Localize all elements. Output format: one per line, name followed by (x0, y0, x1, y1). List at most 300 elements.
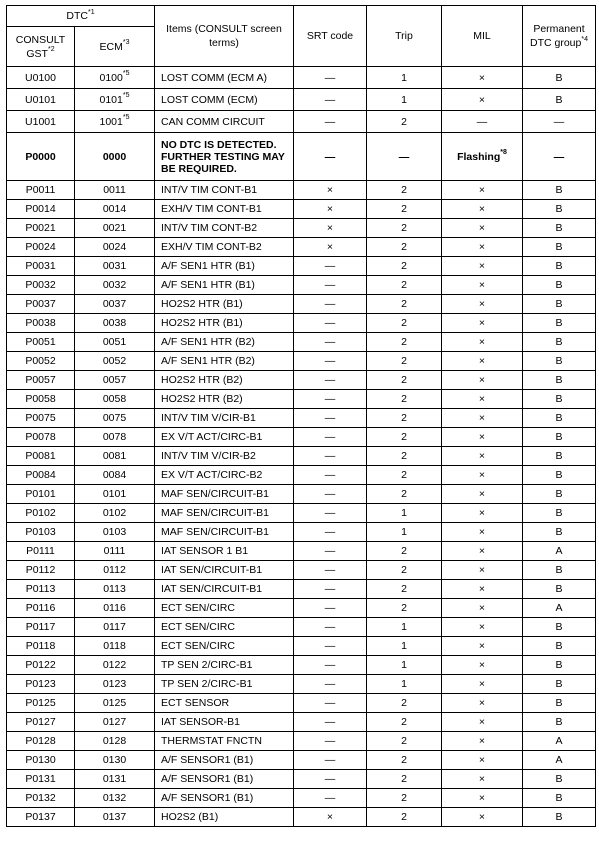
cell-mil: × (442, 694, 523, 713)
cell-trip: 2 (367, 371, 442, 390)
cell-srt: — (294, 580, 367, 599)
cell-srt: — (294, 789, 367, 808)
cell-ecm: 0024 (75, 238, 155, 257)
cell-ecm: 0116 (75, 599, 155, 618)
table-row (7, 89, 596, 111)
cell-permanent: — (523, 111, 596, 133)
cell-consult-gst: P0118 (7, 637, 75, 656)
cell-mil: × (442, 409, 523, 428)
cell-srt: — (294, 371, 367, 390)
cell-srt: — (294, 675, 367, 694)
cell-item: ECT SEN/CIRC (155, 637, 294, 656)
cell-ecm: 0052 (75, 352, 155, 371)
cell-srt: × (294, 181, 367, 200)
cell-mil: × (442, 428, 523, 447)
cell-ecm: 0000 (75, 133, 155, 181)
cell-consult-gst: P0103 (7, 523, 75, 542)
cell-mil: × (442, 789, 523, 808)
cell-trip: 2 (367, 390, 442, 409)
cell-item: CAN COMM CIRCUIT (155, 111, 294, 133)
cell-ecm: 0037 (75, 295, 155, 314)
cell-mil: × (442, 181, 523, 200)
cell-trip: 2 (367, 751, 442, 770)
cell-item: HO2S2 HTR (B2) (155, 371, 294, 390)
table-row (7, 67, 596, 89)
cell-item: A/F SENSOR1 (B1) (155, 789, 294, 808)
cell-srt: — (294, 295, 367, 314)
cell-srt: — (294, 133, 367, 181)
table-row (7, 111, 596, 133)
table-row (7, 656, 596, 675)
cell-srt: — (294, 751, 367, 770)
cell-mil: × (442, 333, 523, 352)
cell-mil: × (442, 200, 523, 219)
cell-item: EXH/V TIM CONT-B2 (155, 238, 294, 257)
cell-ecm: 0101$^{*5}$ (75, 89, 155, 111)
cell-item: IAT SEN/CIRCUIT-B1 (155, 580, 294, 599)
cell-ecm: 0112 (75, 561, 155, 580)
cell-mil: × (442, 295, 523, 314)
cell-permanent: B (523, 409, 596, 428)
cell-item: INT/V TIM CONT-B1 (155, 181, 294, 200)
cell-trip: 2 (367, 352, 442, 371)
table-row (7, 732, 596, 751)
cell-ecm: 0057 (75, 371, 155, 390)
cell-item: HO2S2 HTR (B1) (155, 295, 294, 314)
cell-permanent: B (523, 656, 596, 675)
table-row (7, 466, 596, 485)
cell-consult-gst: P0128 (7, 732, 75, 751)
cell-ecm: 0032 (75, 276, 155, 295)
cell-permanent: B (523, 637, 596, 656)
cell-item: INT/V TIM V/CIR-B1 (155, 409, 294, 428)
cell-srt: — (294, 333, 367, 352)
table-row (7, 390, 596, 409)
cell-mil: × (442, 561, 523, 580)
cell-mil: × (442, 352, 523, 371)
cell-ecm: 0038 (75, 314, 155, 333)
cell-permanent: B (523, 67, 596, 89)
dtc-table (6, 5, 596, 827)
cell-consult-gst: P0137 (7, 808, 75, 827)
cell-ecm: 0021 (75, 219, 155, 238)
cell-mil: × (442, 257, 523, 276)
cell-consult-gst: P0075 (7, 409, 75, 428)
cell-consult-gst: P0081 (7, 447, 75, 466)
cell-srt: — (294, 599, 367, 618)
cell-item: TP SEN 2/CIRC-B1 (155, 675, 294, 694)
cell-mil: × (442, 618, 523, 637)
cell-trip: 2 (367, 542, 442, 561)
cell-permanent: B (523, 485, 596, 504)
cell-permanent: B (523, 276, 596, 295)
cell-permanent: B (523, 447, 596, 466)
cell-ecm: 0125 (75, 694, 155, 713)
header-consult-gst: CONSULT GST$^{*2}$ (7, 27, 75, 67)
cell-consult-gst: P0112 (7, 561, 75, 580)
cell-trip: 2 (367, 200, 442, 219)
cell-consult-gst: P0125 (7, 694, 75, 713)
cell-srt: — (294, 276, 367, 295)
cell-trip: 1 (367, 504, 442, 523)
cell-trip: 1 (367, 89, 442, 111)
table-row (7, 751, 596, 770)
cell-ecm: 0031 (75, 257, 155, 276)
cell-mil: × (442, 447, 523, 466)
cell-trip: 2 (367, 485, 442, 504)
cell-srt: — (294, 542, 367, 561)
cell-consult-gst: P0051 (7, 333, 75, 352)
cell-srt: — (294, 390, 367, 409)
cell-srt: — (294, 485, 367, 504)
cell-consult-gst: P0057 (7, 371, 75, 390)
cell-mil: × (442, 485, 523, 504)
cell-permanent: B (523, 789, 596, 808)
cell-trip: 2 (367, 295, 442, 314)
cell-ecm: 0075 (75, 409, 155, 428)
cell-permanent: — (523, 133, 596, 181)
cell-item: MAF SEN/CIRCUIT-B1 (155, 485, 294, 504)
cell-consult-gst: P0084 (7, 466, 75, 485)
cell-mil: × (442, 314, 523, 333)
table-row (7, 808, 596, 827)
cell-mil: × (442, 732, 523, 751)
cell-item: IAT SENSOR 1 B1 (155, 542, 294, 561)
cell-consult-gst: P0117 (7, 618, 75, 637)
cell-srt: — (294, 466, 367, 485)
table-row (7, 713, 596, 732)
cell-consult-gst: P0131 (7, 770, 75, 789)
table-row (7, 219, 596, 238)
cell-srt: — (294, 428, 367, 447)
cell-item: A/F SEN1 HTR (B1) (155, 276, 294, 295)
table-row (7, 181, 596, 200)
cell-trip: 2 (367, 238, 442, 257)
cell-item: HO2S2 HTR (B2) (155, 390, 294, 409)
cell-permanent: B (523, 675, 596, 694)
cell-mil: × (442, 504, 523, 523)
table-row (7, 352, 596, 371)
header-dtc: DTC$^{*1}$ (7, 6, 155, 27)
cell-trip: 1 (367, 523, 442, 542)
cell-item: LOST COMM (ECM A) (155, 67, 294, 89)
cell-consult-gst: P0011 (7, 181, 75, 200)
cell-permanent: A (523, 732, 596, 751)
cell-trip: 2 (367, 561, 442, 580)
cell-consult-gst: P0032 (7, 276, 75, 295)
cell-permanent: B (523, 523, 596, 542)
cell-srt: — (294, 713, 367, 732)
table-row (7, 333, 596, 352)
cell-ecm: 0081 (75, 447, 155, 466)
cell-permanent: B (523, 200, 596, 219)
cell-mil: × (442, 219, 523, 238)
cell-permanent: B (523, 561, 596, 580)
cell-ecm: 0132 (75, 789, 155, 808)
table-body (7, 67, 596, 827)
cell-trip: 2 (367, 181, 442, 200)
cell-item: THERMSTAT FNCTN (155, 732, 294, 751)
table-row (7, 542, 596, 561)
cell-consult-gst: P0037 (7, 295, 75, 314)
table-row (7, 314, 596, 333)
cell-permanent: B (523, 504, 596, 523)
cell-item: A/F SEN1 HTR (B2) (155, 333, 294, 352)
cell-trip: 1 (367, 67, 442, 89)
cell-mil: × (442, 580, 523, 599)
cell-consult-gst: P0111 (7, 542, 75, 561)
cell-permanent: B (523, 219, 596, 238)
cell-permanent: B (523, 371, 596, 390)
cell-srt: × (294, 219, 367, 238)
cell-ecm: 0078 (75, 428, 155, 447)
cell-consult-gst: U1001 (7, 111, 75, 133)
cell-mil: × (442, 656, 523, 675)
table-row (7, 200, 596, 219)
cell-mil: × (442, 637, 523, 656)
cell-permanent: B (523, 713, 596, 732)
cell-srt: × (294, 200, 367, 219)
table-row (7, 618, 596, 637)
table-row (7, 561, 596, 580)
cell-permanent: B (523, 694, 596, 713)
cell-item: EXH/V TIM CONT-B1 (155, 200, 294, 219)
cell-srt: × (294, 238, 367, 257)
table-row (7, 295, 596, 314)
cell-ecm: 0123 (75, 675, 155, 694)
cell-trip: 1 (367, 656, 442, 675)
header-srt: SRT code (294, 6, 367, 67)
cell-consult-gst: P0116 (7, 599, 75, 618)
cell-permanent: B (523, 390, 596, 409)
cell-trip: 2 (367, 314, 442, 333)
table-row (7, 770, 596, 789)
cell-srt: — (294, 637, 367, 656)
cell-srt: — (294, 352, 367, 371)
cell-consult-gst: P0058 (7, 390, 75, 409)
cell-ecm: 0014 (75, 200, 155, 219)
cell-consult-gst: U0100 (7, 67, 75, 89)
header-items: Items (CONSULT screen terms) (155, 6, 294, 67)
table-row (7, 637, 596, 656)
cell-ecm: 0051 (75, 333, 155, 352)
cell-consult-gst: P0132 (7, 789, 75, 808)
cell-trip: — (367, 133, 442, 181)
cell-item: INT/V TIM V/CIR-B2 (155, 447, 294, 466)
cell-consult-gst: P0038 (7, 314, 75, 333)
cell-mil: × (442, 751, 523, 770)
table-row (7, 523, 596, 542)
table-row (7, 409, 596, 428)
cell-trip: 2 (367, 713, 442, 732)
header-ecm: ECM$^{*3}$ (75, 27, 155, 67)
cell-mil: × (442, 808, 523, 827)
cell-consult-gst: P0021 (7, 219, 75, 238)
cell-permanent: B (523, 314, 596, 333)
cell-item: A/F SENSOR1 (B1) (155, 751, 294, 770)
cell-permanent: B (523, 466, 596, 485)
cell-trip: 2 (367, 808, 442, 827)
cell-item: MAF SEN/CIRCUIT-B1 (155, 504, 294, 523)
cell-consult-gst: P0014 (7, 200, 75, 219)
cell-srt: — (294, 89, 367, 111)
cell-trip: 2 (367, 257, 442, 276)
cell-srt: × (294, 808, 367, 827)
cell-permanent: B (523, 89, 596, 111)
cell-trip: 2 (367, 599, 442, 618)
cell-srt: — (294, 504, 367, 523)
table-row (7, 133, 596, 181)
cell-permanent: A (523, 542, 596, 561)
cell-mil: × (442, 390, 523, 409)
cell-item: A/F SEN1 HTR (B2) (155, 352, 294, 371)
cell-item: EX V/T ACT/CIRC-B1 (155, 428, 294, 447)
cell-consult-gst: U0101 (7, 89, 75, 111)
cell-srt: — (294, 732, 367, 751)
header-permanent: Permanent DTC group$^{*4}$ (523, 6, 596, 67)
cell-ecm: 0102 (75, 504, 155, 523)
cell-mil: × (442, 238, 523, 257)
cell-srt: — (294, 314, 367, 333)
cell-item: NO DTC IS DETECTED. FURTHER TESTING MAY BE REQUIRED. (155, 133, 294, 181)
cell-mil: × (442, 542, 523, 561)
cell-mil: × (442, 67, 523, 89)
cell-ecm: 0128 (75, 732, 155, 751)
cell-mil: × (442, 713, 523, 732)
cell-ecm: 0117 (75, 618, 155, 637)
cell-permanent: B (523, 770, 596, 789)
cell-srt: — (294, 694, 367, 713)
cell-mil: × (442, 599, 523, 618)
cell-mil: × (442, 276, 523, 295)
table-row (7, 276, 596, 295)
cell-permanent: A (523, 599, 596, 618)
cell-consult-gst: P0078 (7, 428, 75, 447)
cell-trip: 2 (367, 694, 442, 713)
cell-trip: 2 (367, 276, 442, 295)
cell-permanent: B (523, 580, 596, 599)
cell-item: IAT SEN/CIRCUIT-B1 (155, 561, 294, 580)
cell-item: INT/V TIM CONT-B2 (155, 219, 294, 238)
cell-item: EX V/T ACT/CIRC-B2 (155, 466, 294, 485)
cell-item: MAF SEN/CIRCUIT-B1 (155, 523, 294, 542)
cell-item: ECT SEN/CIRC (155, 618, 294, 637)
cell-mil: — (442, 111, 523, 133)
cell-trip: 2 (367, 732, 442, 751)
cell-consult-gst: P0130 (7, 751, 75, 770)
cell-srt: — (294, 770, 367, 789)
cell-trip: 1 (367, 675, 442, 694)
cell-ecm: 0131 (75, 770, 155, 789)
cell-ecm: 0011 (75, 181, 155, 200)
cell-mil: Flashing$^{*8}$ (442, 133, 523, 181)
table-row (7, 238, 596, 257)
cell-srt: — (294, 111, 367, 133)
table-row (7, 580, 596, 599)
cell-trip: 2 (367, 789, 442, 808)
cell-item: ECT SEN/CIRC (155, 599, 294, 618)
cell-srt: — (294, 656, 367, 675)
cell-ecm: 0100$^{*5}$ (75, 67, 155, 89)
cell-item: A/F SENSOR1 (B1) (155, 770, 294, 789)
cell-trip: 2 (367, 409, 442, 428)
cell-ecm: 0113 (75, 580, 155, 599)
cell-srt: — (294, 447, 367, 466)
cell-srt: — (294, 618, 367, 637)
cell-mil: × (442, 89, 523, 111)
cell-consult-gst: P0123 (7, 675, 75, 694)
cell-ecm: 0058 (75, 390, 155, 409)
table-row (7, 257, 596, 276)
cell-item: TP SEN 2/CIRC-B1 (155, 656, 294, 675)
cell-consult-gst: P0000 (7, 133, 75, 181)
cell-item: HO2S2 (B1) (155, 808, 294, 827)
cell-srt: — (294, 523, 367, 542)
cell-permanent: B (523, 295, 596, 314)
cell-trip: 2 (367, 111, 442, 133)
cell-trip: 1 (367, 618, 442, 637)
table-row (7, 599, 596, 618)
cell-ecm: 0101 (75, 485, 155, 504)
cell-item: IAT SENSOR-B1 (155, 713, 294, 732)
table-header (7, 6, 596, 67)
table-row (7, 789, 596, 808)
cell-ecm: 0084 (75, 466, 155, 485)
cell-ecm: 0137 (75, 808, 155, 827)
cell-trip: 2 (367, 428, 442, 447)
cell-consult-gst: P0101 (7, 485, 75, 504)
cell-mil: × (442, 770, 523, 789)
cell-permanent: B (523, 333, 596, 352)
cell-consult-gst: P0113 (7, 580, 75, 599)
cell-ecm: 0122 (75, 656, 155, 675)
cell-mil: × (442, 371, 523, 390)
cell-consult-gst: P0024 (7, 238, 75, 257)
cell-item: A/F SEN1 HTR (B1) (155, 257, 294, 276)
cell-trip: 2 (367, 219, 442, 238)
cell-trip: 2 (367, 447, 442, 466)
cell-consult-gst: P0052 (7, 352, 75, 371)
cell-mil: × (442, 523, 523, 542)
cell-ecm: 0127 (75, 713, 155, 732)
cell-mil: × (442, 466, 523, 485)
cell-permanent: A (523, 751, 596, 770)
cell-srt: — (294, 257, 367, 276)
cell-permanent: B (523, 428, 596, 447)
cell-consult-gst: P0122 (7, 656, 75, 675)
cell-permanent: B (523, 238, 596, 257)
cell-ecm: 0103 (75, 523, 155, 542)
header-mil: MIL (442, 6, 523, 67)
cell-trip: 2 (367, 770, 442, 789)
table-row (7, 485, 596, 504)
cell-trip: 2 (367, 580, 442, 599)
cell-ecm: 0111 (75, 542, 155, 561)
table-row (7, 694, 596, 713)
cell-srt: — (294, 561, 367, 580)
table-row (7, 371, 596, 390)
cell-mil: × (442, 675, 523, 694)
cell-srt: — (294, 409, 367, 428)
cell-ecm: 0130 (75, 751, 155, 770)
table-row (7, 428, 596, 447)
cell-trip: 1 (367, 637, 442, 656)
cell-permanent: B (523, 352, 596, 371)
cell-item: ECT SENSOR (155, 694, 294, 713)
table-row (7, 504, 596, 523)
cell-consult-gst: P0127 (7, 713, 75, 732)
table-row (7, 675, 596, 694)
